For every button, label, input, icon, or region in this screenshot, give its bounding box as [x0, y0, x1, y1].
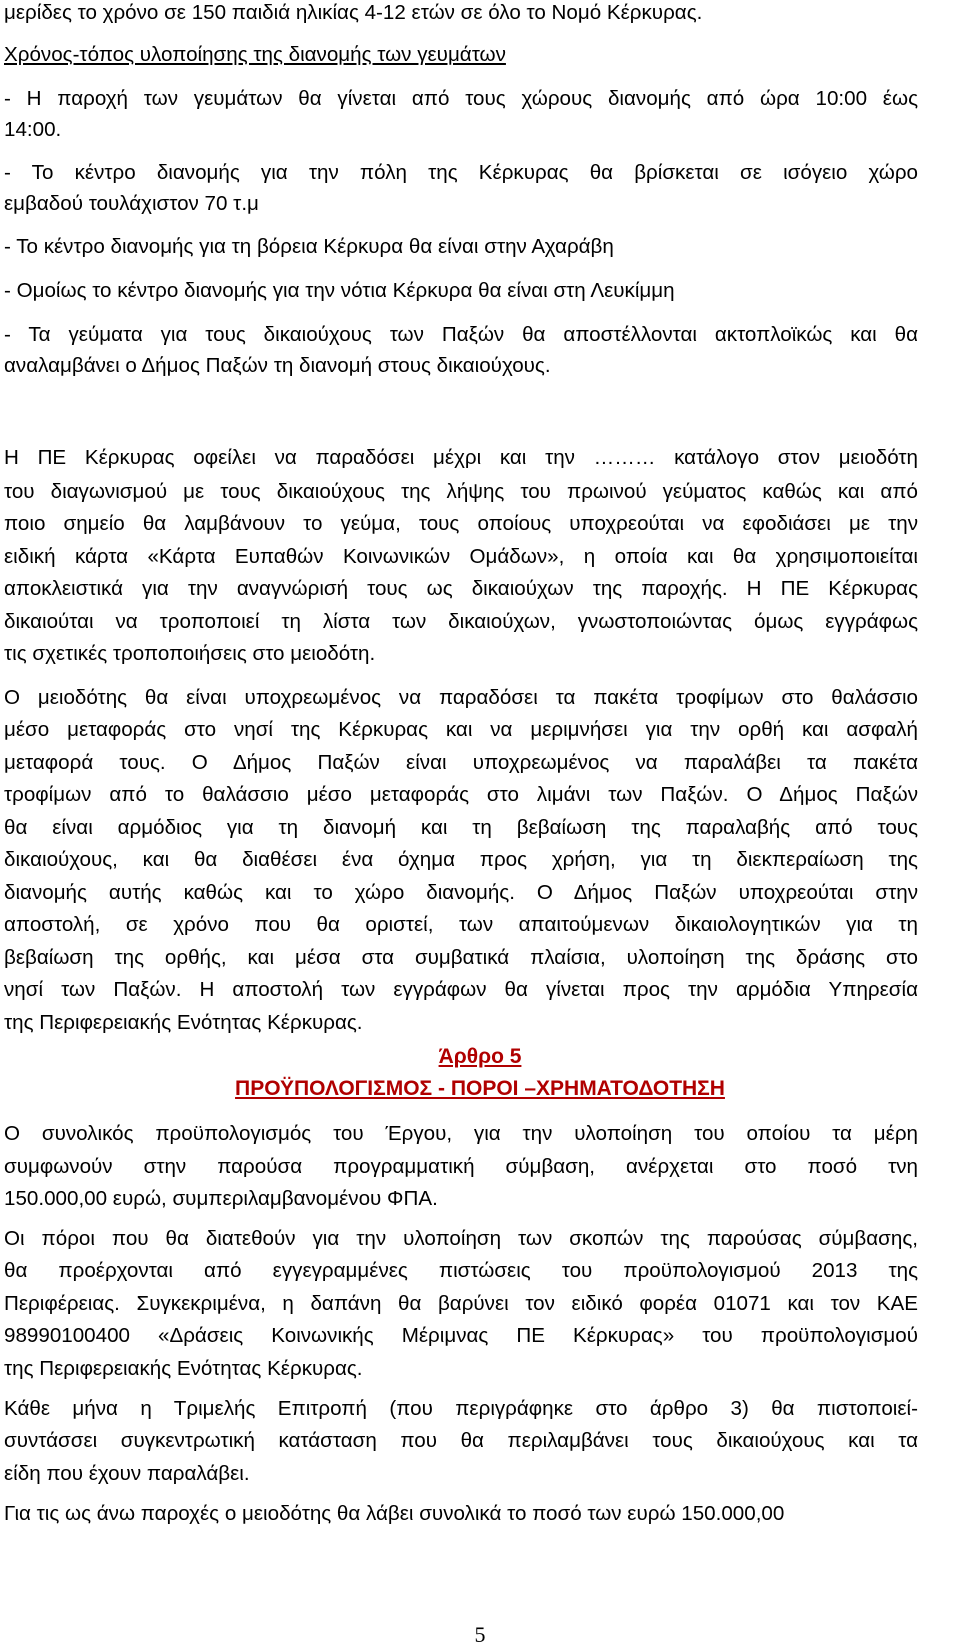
paragraph-line: ποιο σημείο θα λαμβάνουν το γεύμα, τους οποίους υποχρεούται να εφοδιάσει με την [4, 512, 918, 535]
paragraph-line: 150.000,00 ευρώ, συμπεριλαμβανομένου ΦΠΑ. [4, 1187, 438, 1210]
page-number: 5 [474, 1622, 486, 1647]
paragraph-line: είδη που έχουν παραλάβει. [4, 1462, 250, 1485]
paragraph-line: 98990100400 «Δράσεις Κοινωνικής Μέριμνας ΠΕ Κέρκυρας» του προϋπολογισμού [4, 1324, 918, 1347]
paragraph-line: Περιφέρειας. Συγκεκριμένα, η δαπάνη θα βαρύνει τον ειδικό φορέα 01071 και τον ΚΑΕ [4, 1292, 918, 1315]
bullet-line: αναλαμβάνει ο Δήμος Παξών τη διανομή στους δικαιούχους. [4, 354, 551, 377]
paragraph-line: Ο συνολικός προϋπολογισμός του Έργου, για την υλοποίηση του οποίου τα μέρη [4, 1122, 918, 1145]
paragraph-line: τροφίμων από το θαλάσσιο μέσο μεταφοράς στο λιμάνι των Παξών. Ο Δήμος Παξών [4, 783, 918, 806]
paragraph-line: βεβαίωση της ορθής, και μέσα στα συμβατικά πλαίσια, υλοποίηση της δράσης στο [4, 946, 918, 969]
paragraph-line: μεταφορά τους. Ο Δήμος Παξών είναι υποχρεωμένος να παραλάβει τα πακέτα [4, 751, 918, 774]
bullet-line: - Το κέντρο διανομής για τη βόρεια Κέρκυρα θα είναι στην Αχαράβη [4, 235, 614, 258]
paragraph-line: διανομής αυτής καθώς και το χώρο διανομής. Ο Δήμος Παξών υποχρεούται στην [4, 881, 918, 904]
paragraph-line: ειδική κάρτα «Κάρτα Ευπαθών Κοινωνικών Ομάδων», η οποία και θα χρησιμοποιείται [4, 545, 918, 568]
article-number [0, 1040, 960, 1074]
paragraph-line: συμφωνούν στην παρούσα προγραμματική σύμβαση, ανέρχεται στο ποσό τνη [4, 1155, 918, 1178]
paragraph-line: της Περιφερειακής Ενότητας Κέρκυρας. [4, 1011, 363, 1034]
bullet-line: - Η παροχή των γευμάτων θα γίνεται από τους χώρους διανομής από ώρα 10:00 έως [4, 87, 918, 110]
distribution-subheading-text: Χρόνος-τόπος υλοποίησης της διανομής των γευμάτων [4, 43, 506, 66]
paragraph-line: Κάθε μήνα η Τριμελής Επιτροπή (που περιγράφηκε στο άρθρο 3) θα πιστοποιεί- [4, 1397, 918, 1420]
paragraph-line: αποκλειστικά για την αναγνώρισή τους ως δικαιούχων της παροχής. Η ΠΕ Κέρκυρας [4, 577, 918, 600]
bullet-line: εμβαδού τουλάχιστον 70 τ.μ [4, 192, 259, 215]
paragraph-line: δικαιούται να τροποποιεί τη λίστα των δικαιούχων, γνωστοποιώντας όμως εγγράφως [4, 610, 918, 633]
paragraph-line: του διαγωνισμού με τους δικαιούχους της λήψης του πρωινού γεύματος καθώς και από [4, 480, 918, 503]
paragraph-line: νησί των Παξών. Η αποστολή των εγγράφων θα γίνεται προς την αρμόδια Υπηρεσία [4, 978, 918, 1001]
paragraph-line: Ο μειοδότης θα είναι υποχρεωμένος να παραδόσει τα πακέτα τροφίμων στο θαλάσσιο [4, 686, 918, 709]
distribution-subheading [4, 38, 918, 72]
article-title [0, 1072, 960, 1106]
paragraph-line: μέσο μεταφοράς στο νησί της Κέρκυρας και να μεριμνήσει για την ορθή και ασφαλή [4, 718, 918, 741]
paragraph-line: συντάσσει συγκεντρωτική κατάσταση που θα περιλαμβάνει τους δικαιούχους και τα [4, 1429, 918, 1452]
bullet-line: - Ομοίως το κέντρο διανομής για την νότια Κέρκυρα θα είναι στη Λευκίμμη [4, 279, 675, 302]
article-number-text: Άρθρο 5 [438, 1045, 522, 1068]
paragraph-line: δικαιούχους, και θα διαθέσει ένα όχημα προς χρήση, για τη διεκπεραίωση της [4, 848, 918, 871]
paragraph-line: θα είναι αρμόδιος για τη διανομή και τη βεβαίωση της παραλαβής από τους [4, 816, 918, 839]
paragraph-line: Για τις ως άνω παροχές ο μειοδότης θα λάβει συνολικά το ποσό των ευρώ 150.000,00 [4, 1502, 785, 1525]
paragraph-line: τις σχετικές τροποποιήσεις στο μειοδότη. [4, 642, 376, 665]
bullet-line: - Τα γεύματα για τους δικαιούχους των Παξών θα αποστέλλονται ακτοπλοϊκώς και θα [4, 323, 918, 346]
paragraph-line: θα προέρχονται από εγγεγραμμένες πιστώσεις του προϋπολογισμού 2013 της [4, 1259, 918, 1282]
article-title-text: ΠΡΟΫΠΟΛΟΓΙΣΜΟΣ - ΠΟΡΟΙ –ΧΡΗΜΑΤΟΔΟΤΗΣΗ [235, 1077, 725, 1100]
intro-line: μερίδες το χρόνο σε 150 παιδιά ηλικίας 4-12 ετών σε όλο το Νομό Κέρκυρας. [4, 1, 703, 24]
paragraph-line: της Περιφερειακής Ενότητας Κέρκυρας. [4, 1357, 363, 1380]
paragraph-line: αποστολή, σε χρόνο που θα οριστεί, των απαιτούμενων δικαιολογητικών για τη [4, 913, 918, 936]
paragraph-line: Οι πόροι που θα διατεθούν για την υλοποίηση των σκοπών της παρούσας σύμβασης, [4, 1227, 918, 1250]
paragraph-line: Η ΠΕ Κέρκυρας οφείλει να παραδόσει μέχρι και την ……… κατάλογο στον μειοδότη [4, 446, 918, 469]
bullet-line: 14:00. [4, 118, 62, 141]
bullet-line: - Το κέντρο διανομής για την πόλη της Κέρκυρας θα βρίσκεται σε ισόγειο χώρο [4, 161, 918, 184]
